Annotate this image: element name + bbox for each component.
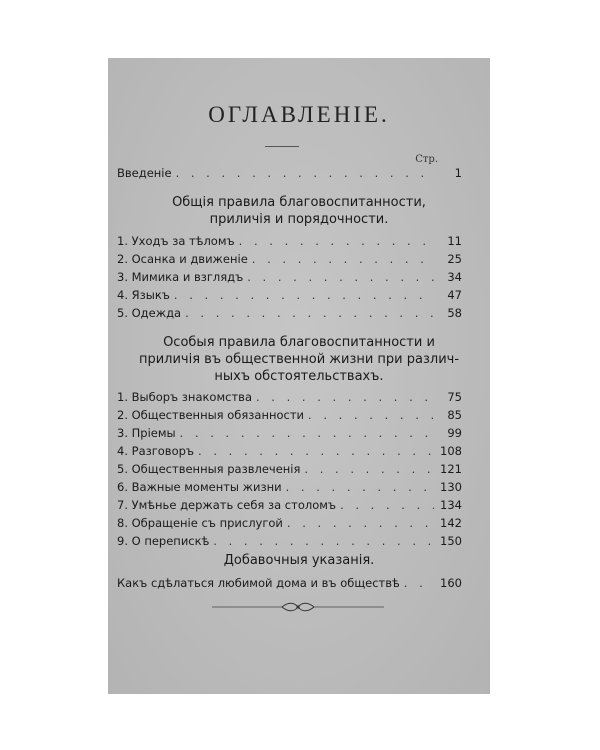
toc-entry-label: 4. Разговоръ <box>117 444 195 458</box>
leader-dots <box>239 234 434 248</box>
toc-entry <box>117 516 462 532</box>
toc-entry <box>117 498 462 514</box>
toc-entry <box>117 288 462 304</box>
book-page <box>108 58 490 694</box>
toc-entry <box>117 234 462 250</box>
toc-entry-label: 2. Общественныя обязанности <box>117 408 305 422</box>
section-2-heading <box>108 334 490 385</box>
toc-entry-page: 142 <box>440 516 462 530</box>
toc-entry <box>117 252 462 268</box>
leader-dots <box>198 444 434 458</box>
toc-entry-intro <box>117 166 462 182</box>
toc-entry-page: 11 <box>447 234 462 248</box>
toc-entry-label: 1. Уходъ за тѣломъ <box>117 234 235 248</box>
toc-entry-label: 2. Осанка и движеніе <box>117 252 248 266</box>
page-column-label: Стр. <box>415 154 438 165</box>
toc-entry-label: Какъ сдѣлаться любимой дома и въ обществѣ <box>117 576 400 590</box>
leader-dots <box>404 576 434 590</box>
leader-dots <box>180 426 434 440</box>
section-heading-line: приличія и порядочности. <box>209 212 389 227</box>
section-heading-line: приличія въ общественной жизни при различ- <box>138 352 460 367</box>
section-heading-line: Добавочныя указанія. <box>223 553 375 568</box>
toc-entry-page: 108 <box>440 444 462 458</box>
toc-entry-page: 75 <box>447 390 462 404</box>
toc-entry-page: 130 <box>440 480 462 494</box>
leader-dots <box>213 534 434 548</box>
toc-entry <box>117 576 462 592</box>
toc-entry-page: 34 <box>447 270 462 284</box>
toc-entry <box>117 306 462 322</box>
leader-dots <box>287 516 434 530</box>
toc-entry <box>117 444 462 460</box>
toc-entry-page: 134 <box>440 498 462 512</box>
leader-dots <box>308 408 434 422</box>
section-heading-line: Особыя правила благовоспитанности и <box>163 335 435 350</box>
toc-entry-page: 121 <box>440 462 462 476</box>
toc-entry <box>117 534 462 550</box>
section-3-heading <box>108 552 490 569</box>
leader-dots <box>185 306 434 320</box>
leader-dots <box>247 270 434 284</box>
leader-dots <box>286 480 434 494</box>
toc-entry-page: 58 <box>447 306 462 320</box>
leader-dots <box>252 252 434 266</box>
toc-entry <box>117 462 462 478</box>
toc-entry-label: 3. Мимика и взглядъ <box>117 270 244 284</box>
title-divider <box>265 146 299 147</box>
toc-entry <box>117 270 462 286</box>
toc-entry-label: 1. Выборъ знакомства <box>117 390 252 404</box>
toc-entry-page: 150 <box>440 534 462 548</box>
ornament-divider <box>208 602 388 612</box>
toc-entry-label: 6. Важные моменты жизни <box>117 480 282 494</box>
toc-entry-page: 85 <box>447 408 462 422</box>
page-title: ОГЛАВЛЕНІЕ. <box>208 102 390 127</box>
toc-entry <box>117 480 462 496</box>
leader-dots <box>174 288 434 302</box>
leader-dots <box>256 390 434 404</box>
toc-entry <box>117 426 462 442</box>
toc-entry <box>117 408 462 424</box>
section-heading-line: Общія правила благовоспитанности, <box>172 195 426 210</box>
leader-dots <box>176 166 434 180</box>
toc-entry-page: 47 <box>447 288 462 302</box>
toc-entry-label: Введеніе <box>117 166 172 180</box>
leader-dots <box>340 498 434 512</box>
toc-entry-label: 8. Обращеніе съ прислугой <box>117 516 283 530</box>
toc-entry-label: 5. Общественныя развлеченія <box>117 462 301 476</box>
section-heading-line: ныхъ обстоятельствахъ. <box>214 369 384 384</box>
toc-entry-page: 99 <box>447 426 462 440</box>
toc-entry-label: 4. Языкъ <box>117 288 170 302</box>
section-1-heading <box>108 194 490 228</box>
toc-entry-label: 7. Умѣнье держать себя за столомъ <box>117 498 337 512</box>
leader-dots <box>304 462 434 476</box>
toc-entry-page: 160 <box>440 576 462 590</box>
toc-entry-label: 9. О перепискѣ <box>117 534 210 548</box>
toc-entry-label: 5. Одежда <box>117 306 182 320</box>
toc-entry <box>117 390 462 406</box>
toc-entry-page: 25 <box>447 252 462 266</box>
toc-entry-page: 1 <box>454 166 462 180</box>
toc-entry-label: 3. Пріемы <box>117 426 176 440</box>
